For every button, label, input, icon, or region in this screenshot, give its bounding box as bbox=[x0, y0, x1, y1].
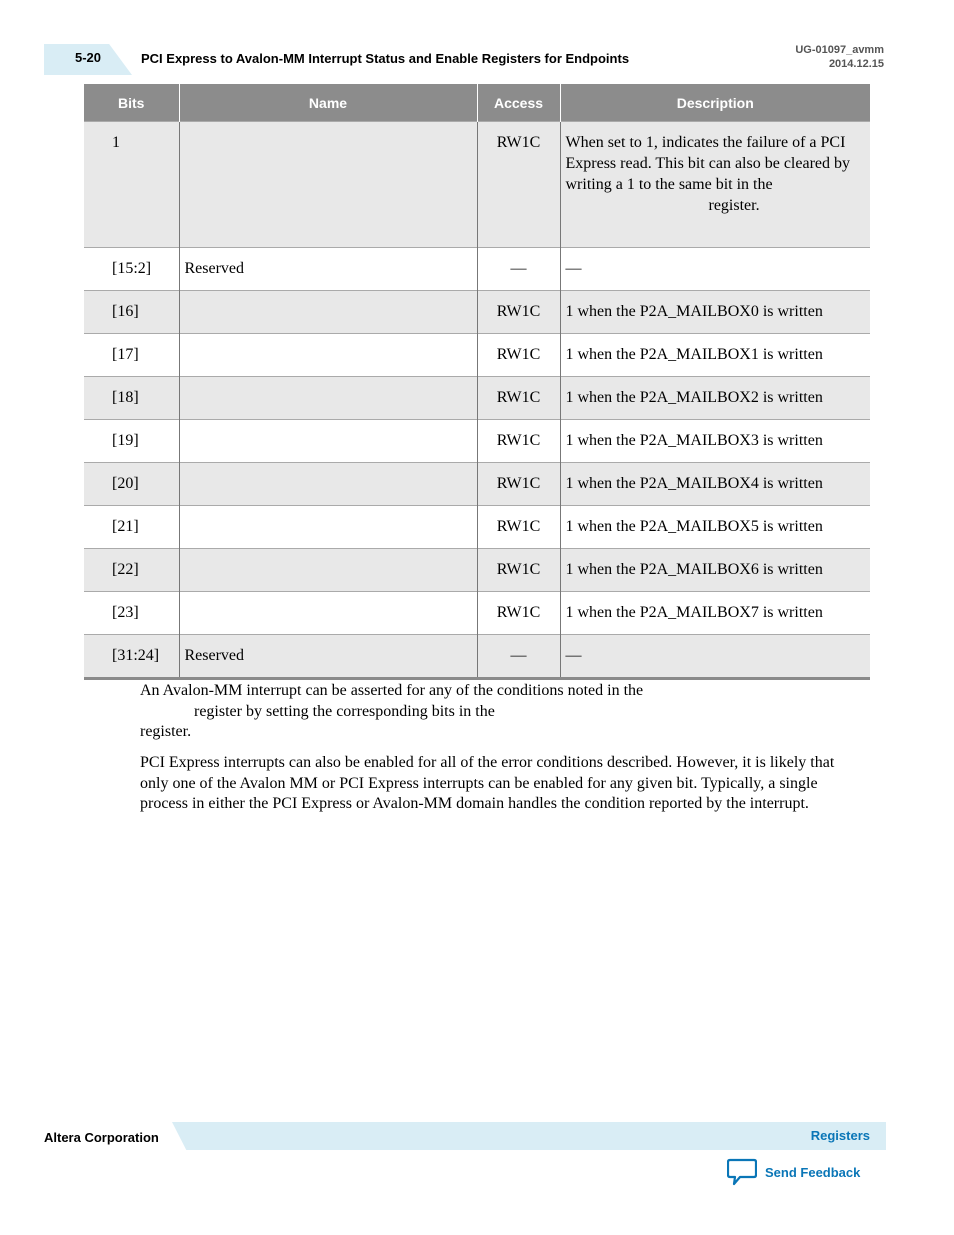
paragraph-interrupt-assert bbox=[140, 681, 858, 743]
table-row bbox=[84, 592, 870, 635]
cell-name bbox=[179, 463, 477, 506]
cell-description: 1 when the P2A_MAILBOX1 is written bbox=[560, 334, 870, 377]
cell-description: 1 when the P2A_MAILBOX3 is written bbox=[560, 420, 870, 463]
doc-id-block bbox=[795, 43, 884, 71]
cell-access: RW1C bbox=[477, 291, 560, 334]
table-row bbox=[84, 506, 870, 549]
table-row bbox=[84, 377, 870, 420]
cell-bits: [15:2] bbox=[84, 248, 179, 291]
footer-section-link[interactable]: Registers bbox=[810, 1128, 870, 1143]
doc-date: 2014.12.15 bbox=[828, 58, 884, 70]
cell-name bbox=[179, 377, 477, 420]
send-feedback-label: Send Feedback bbox=[765, 1164, 861, 1180]
cell-bits: [31:24] bbox=[84, 635, 179, 679]
cell-description: 1 when the P2A_MAILBOX2 is written bbox=[560, 377, 870, 420]
description-tail: register. bbox=[708, 197, 760, 214]
cell-description bbox=[560, 122, 870, 248]
cell-access: — bbox=[477, 248, 560, 291]
table-row bbox=[84, 248, 870, 291]
cell-access: RW1C bbox=[477, 334, 560, 377]
cell-name bbox=[179, 291, 477, 334]
table-header-row bbox=[84, 84, 870, 122]
cell-bits: [23] bbox=[84, 592, 179, 635]
send-feedback-link[interactable] bbox=[727, 1158, 860, 1186]
cell-access: — bbox=[477, 635, 560, 679]
cell-access: RW1C bbox=[477, 463, 560, 506]
cell-name: Reserved bbox=[179, 248, 477, 291]
cell-access: RW1C bbox=[477, 122, 560, 248]
cell-bits: [18] bbox=[84, 377, 179, 420]
paragraph-line: register by setting the corresponding bits in the bbox=[194, 702, 495, 720]
footer-band bbox=[172, 1122, 886, 1150]
column-header-description: Description bbox=[560, 84, 870, 122]
column-header-access: Access bbox=[477, 84, 560, 122]
cell-bits: [22] bbox=[84, 549, 179, 592]
cell-bits: [21] bbox=[84, 506, 179, 549]
table-row bbox=[84, 420, 870, 463]
table-row bbox=[84, 635, 870, 679]
page-number: 5-20 bbox=[75, 50, 102, 65]
doc-id: UG-01097_avmm bbox=[795, 44, 884, 56]
paragraph-line: register. bbox=[140, 723, 192, 740]
cell-description: 1 when the P2A_MAILBOX4 is written bbox=[560, 463, 870, 506]
cell-bits: [19] bbox=[84, 420, 179, 463]
table-row bbox=[84, 549, 870, 592]
cell-description: 1 when the P2A_MAILBOX7 is written bbox=[560, 592, 870, 635]
cell-name bbox=[179, 549, 477, 592]
cell-access: RW1C bbox=[477, 377, 560, 420]
cell-name bbox=[179, 592, 477, 635]
cell-name bbox=[179, 506, 477, 549]
table-row bbox=[84, 122, 870, 248]
description-text: When set to 1, indicates the failure of a PCI Express read. This bit can also be cleared by writing a 1 to the same bit in the bbox=[565, 134, 850, 193]
cell-access: RW1C bbox=[477, 420, 560, 463]
column-header-bits: Bits bbox=[84, 84, 179, 122]
cell-access: RW1C bbox=[477, 592, 560, 635]
cell-access: RW1C bbox=[477, 549, 560, 592]
cell-description: 1 when the P2A_MAILBOX0 is written bbox=[560, 291, 870, 334]
cell-bits: [16] bbox=[84, 291, 179, 334]
cell-description: 1 when the P2A_MAILBOX6 is written bbox=[560, 549, 870, 592]
table-row bbox=[84, 463, 870, 506]
table-row bbox=[84, 334, 870, 377]
page-title: PCI Express to Avalon-MM Interrupt Status and Enable Registers for Endpoints bbox=[141, 51, 630, 66]
footer-company: Altera Corporation bbox=[44, 1130, 159, 1145]
cell-name bbox=[179, 420, 477, 463]
paragraph-line: An Avalon-MM interrupt can be asserted for any of the conditions noted in the bbox=[140, 682, 644, 699]
paragraph-interrupt-enable: PCI Express interrupts can also be enabled for all of the error conditions described. However, it is likely that only one of the Avalon MM or PCI Express interrupts can be enabled for any given bit. Typically, a single process in either the PCI Express or Avalon-MM domain handles the condition reported by the interrupt. bbox=[140, 754, 835, 812]
table-row bbox=[84, 291, 870, 334]
column-header-name: Name bbox=[179, 84, 477, 122]
cell-bits: [20] bbox=[84, 463, 179, 506]
cell-bits: [17] bbox=[84, 334, 179, 377]
cell-description: 1 when the P2A_MAILBOX5 is written bbox=[560, 506, 870, 549]
register-table bbox=[84, 84, 870, 680]
speech-bubble-icon bbox=[727, 1158, 757, 1186]
cell-description: — bbox=[560, 635, 870, 679]
cell-name: Reserved bbox=[179, 635, 477, 679]
cell-name bbox=[179, 122, 477, 248]
cell-access: RW1C bbox=[477, 506, 560, 549]
cell-bits: 1 bbox=[84, 122, 179, 248]
cell-description: — bbox=[560, 248, 870, 291]
cell-name bbox=[179, 334, 477, 377]
